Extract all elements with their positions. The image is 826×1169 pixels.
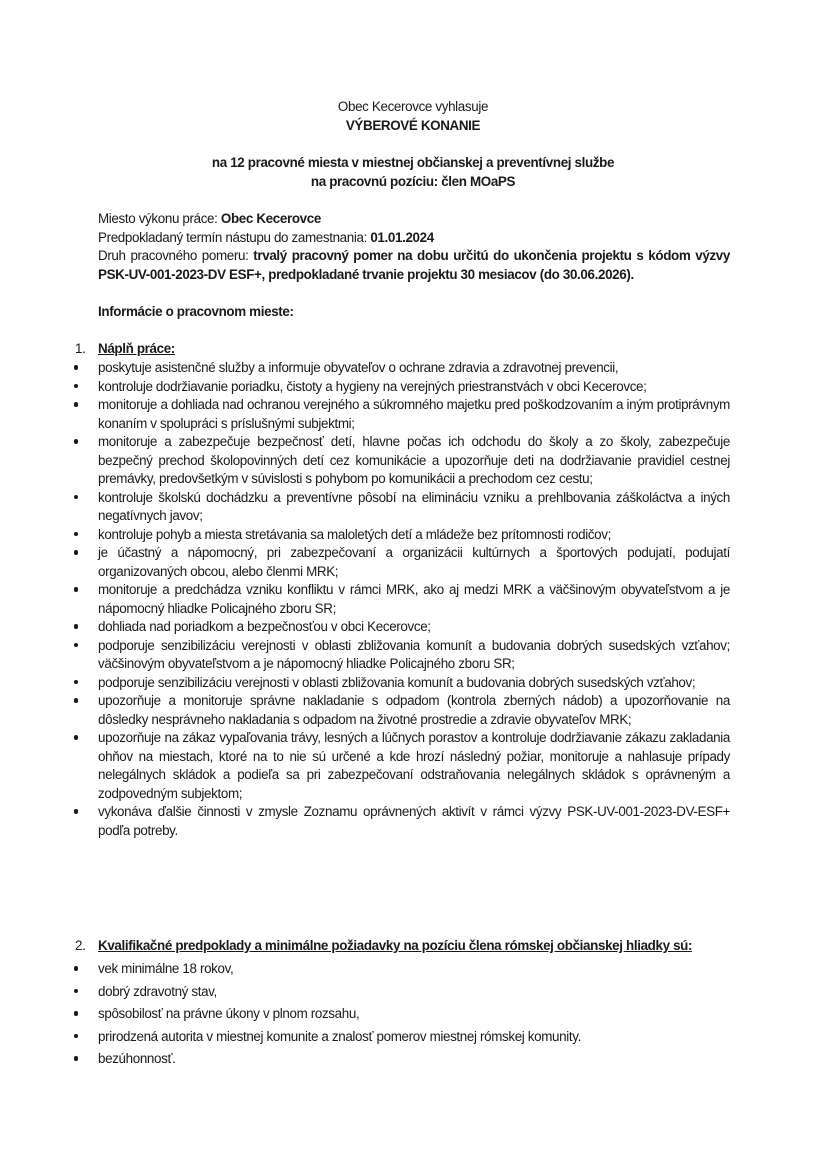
list-item: kontroluje dodržiavanie poriadku, čistoty a hygieny na verejných priestranstvách v obci Kecerovce; — [0, 378, 730, 397]
list-item: vykonáva ďalšie činnosti v zmysle Zoznamu oprávnených aktivít v rámci výzvy PSK-UV-001-2023-DV-ESF+ podľa potreby. — [0, 803, 730, 840]
start-date — [98, 229, 730, 248]
bullet-icon — [72, 674, 80, 693]
type-value: trvalý pracovný pomer na dobu určitú do ukončenia projektu s kódom výzvy PSK-UV-001-2023-DV ESF+, predpokladané trvanie projektu 30 mesiacov (do 30.06.2026). — [98, 248, 730, 282]
list-item: podporuje senzibilizáciu verejnosti v oblasti zbližovania komunít a budovania dobrých susedských vzťahov; — [0, 674, 730, 693]
list-item: upozorňuje a monitoruje správne nakladanie s odpadom (kontrola zberných nádob) a upozorňovanie na dôsledky nesprávneho nakladania s odpadom na životné prostredie a zdravie obyvateľov MRK; — [0, 692, 730, 729]
list-item: dobrý zdravotný stav, — [0, 983, 730, 1002]
list-item: kontroluje školskú dochádzku a preventívne pôsobí na elimináciu vzniku a prehlbovania záškoláctva a iných negatívnych javov; — [0, 489, 730, 526]
bullet-icon — [72, 544, 80, 563]
type-label: Druh pracovného pomeru: — [98, 248, 254, 263]
announcer-line: Obec Kecerovce vyhlasuje — [337, 99, 489, 114]
bullet-icon — [72, 729, 80, 748]
list-item: kontroluje pohyb a miesta stretávania sa maloletých detí a mládeže bez prítomnosti rodičov; — [0, 526, 730, 545]
bullet-icon — [72, 1028, 80, 1047]
list-item: vek minimálne 18 rokov, — [0, 960, 730, 979]
bullet-icon — [72, 960, 80, 979]
requirements-list — [0, 960, 826, 1073]
list-item: bezúhonnosť. — [0, 1050, 730, 1069]
list-item: je účastný a nápomocný, pri zabezpečovaní a organizácii kultúrnych a športových podujatí, podujatí organizovaných obcou, alebo členmi MRK; — [0, 544, 730, 581]
bullet-icon — [72, 637, 80, 656]
bullet-icon — [72, 489, 80, 508]
list-item: monitoruje a zabezpečuje bezpečnosť detí, hlavne počas ich odchodu do školy a zo školy, zabezpečuje bezpečný prechod školopovinných detí cez komunikácie a upozorňuje deti na dodržiavanie pravidiel cestnej premávky, predovšetkým v súvislosti s pohybom po komunikácii a prechodom cez cestu; — [0, 433, 730, 489]
section-title: Kvalifikačné predpoklady a minimálne požiadavky na pozíciu člena rómskej občianskej hliadky sú: — [98, 938, 693, 953]
bullet-icon — [72, 803, 80, 822]
list-item: monitoruje a predchádza vzniku konfliktu v rámci MRK, ako aj medzi MRK a väčšinovým obyvateľstvom a je nápomocný hliadke Policajného zboru SR; — [0, 581, 730, 618]
bullet-icon — [72, 526, 80, 545]
place-label: Miesto výkonu práce: — [98, 211, 221, 226]
bullet-icon — [72, 581, 80, 600]
list-item: spôsobilosť na právne úkony v plnom rozsahu, — [0, 1005, 730, 1024]
section-number: 2. — [75, 938, 86, 953]
bullet-icon — [72, 359, 80, 378]
list-item: poskytuje asistenčné služby a informuje obyvateľov o ochrane zdravia a zdravotnej prevencii, — [0, 359, 730, 378]
bullet-icon — [72, 378, 80, 397]
document-title: VÝBEROVÉ KONANIE — [345, 118, 481, 133]
start-value: 01.01.2024 — [370, 229, 434, 245]
place-of-work — [98, 210, 730, 229]
bullet-icon — [72, 433, 80, 452]
bullet-icon — [72, 618, 80, 637]
list-item: dohliada nad poriadkom a bezpečnosťou v obci Kecerovce; — [0, 618, 730, 637]
bullet-icon — [72, 396, 80, 415]
subtitle-line-2: na pracovnú pozíciu: člen MOaPS — [310, 174, 516, 189]
duties-list — [0, 359, 826, 840]
section-heading-2 — [75, 937, 692, 956]
info-heading: Informácie o pracovnom mieste: — [98, 304, 294, 319]
place-value: Obec Kecerovce — [220, 211, 321, 226]
list-item: monitoruje a dohliada nad ochranou verejného a súkromného majetku pred poškodzovaním a iným protiprávnym konaním v spolupráci s príslušnými subjektmi; — [0, 396, 730, 433]
bullet-icon — [72, 983, 80, 1002]
section-title: Náplň práce: — [98, 341, 175, 356]
section-number: 1. — [75, 341, 86, 356]
list-item: podporuje senzibilizáciu verejnosti v oblasti zbližovania komunít a budovania dobrých susedských vzťahov; väčšinovým obyvateľstvom a je nápomocný hliadke Policajného zboru SR; — [0, 637, 730, 674]
section-heading-1 — [75, 340, 175, 359]
employment-type — [98, 247, 730, 284]
bullet-icon — [72, 692, 80, 711]
subtitle-line-1: na 12 pracovné miesta v miestnej občianskej a preventívnej službe — [211, 155, 615, 170]
list-item: prirodzená autorita v miestnej komunite a znalosť pomerov miestnej rómskej komunity. — [0, 1028, 730, 1047]
list-item: upozorňuje na zákaz vypaľovania trávy, lesných a lúčnych porastov a kontroluje dodržiavanie zákazu zakladania ohňov na miestach, ktoré na to nie sú určené a kde hrozí následný požiar, monitoruje a nahlasuje prípady nelegálnych skládok a podieľa sa pri zabezpečovaní odstraňovania nelegálnych skládok s oprávneným a zodpovedným subjektom; — [0, 729, 730, 803]
start-label: Predpokladaný termín nástupu do zamestnania: — [98, 229, 371, 245]
bullet-icon — [72, 1050, 80, 1069]
bullet-icon — [72, 1005, 80, 1024]
